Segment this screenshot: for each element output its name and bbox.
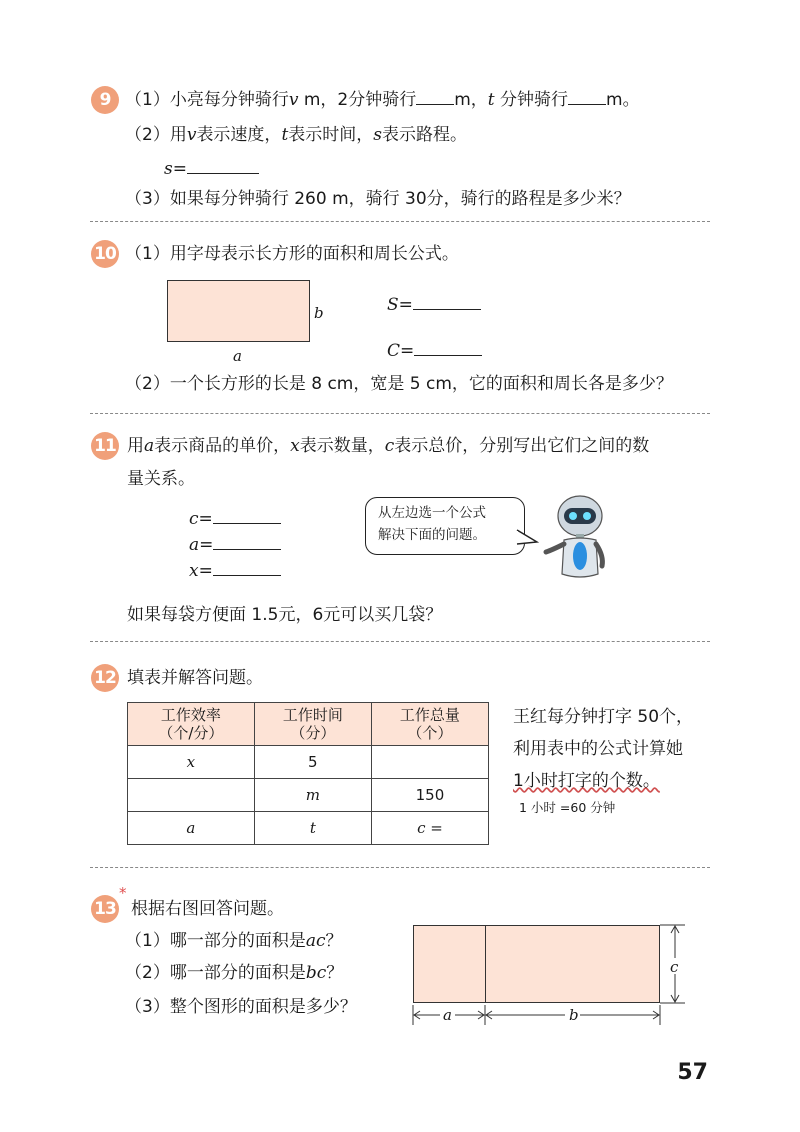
bubble-line-1: 从左边选一个公式 <box>378 505 486 521</box>
q10-label-a: a <box>233 347 242 365</box>
robot-speech-bubble <box>365 497 525 555</box>
question-11-badge: 11 <box>91 432 119 460</box>
q10-area-formula: S= <box>387 294 481 316</box>
q11-c-blank[interactable] <box>213 509 281 524</box>
table-cell: 5 <box>254 746 371 779</box>
q13-star: * <box>119 884 127 902</box>
table-row <box>128 746 489 779</box>
q13-part1: （1）哪一部分的面积是ac？ <box>125 931 343 951</box>
table-row <box>128 779 489 812</box>
divider-1 <box>90 221 710 222</box>
question-10-badge: 10 <box>91 240 119 268</box>
q13-part2: （2）哪一部分的面积是bc？ <box>125 963 344 983</box>
q10-part2: （2）一个长方形的长是 8 cm，宽是 5 cm，它的面积和周长各是多少？ <box>125 374 673 394</box>
table-cell-formula[interactable]: c = <box>371 812 488 845</box>
q12-side-line2: 利用表中的公式计算她 <box>513 739 683 759</box>
table-cell: a <box>128 812 255 845</box>
divider-4 <box>90 867 710 868</box>
q10-rectangle <box>167 280 310 342</box>
header-total: 工作总量 （个） <box>371 703 488 746</box>
q11-line2: 量关系。 <box>127 469 195 489</box>
q11-x-formula: x= <box>189 560 281 582</box>
bubble-tail-icon <box>515 528 539 552</box>
divider-2 <box>90 413 710 414</box>
q11-a-blank[interactable] <box>213 535 281 550</box>
divider-3 <box>90 641 710 642</box>
table-cell: m <box>254 779 371 812</box>
q10-label-b: b <box>314 304 324 322</box>
q9-part1: （1）小亮每分钟骑行v m，2分钟骑行 m，t 分钟骑行 m。 <box>125 90 640 110</box>
table-cell: 150 <box>371 779 488 812</box>
q9-part2: （2）用v表示速度，t表示时间，s表示路程。 <box>125 125 468 145</box>
q9-s-blank[interactable] <box>187 159 259 174</box>
q13-label-c: c <box>670 958 679 976</box>
table-row <box>128 812 489 845</box>
table-cell-empty[interactable] <box>128 779 255 812</box>
q11-question: 如果每袋方便面 1.5元，6元可以买几袋？ <box>127 605 443 625</box>
table-header-row <box>128 703 489 746</box>
q11-line1: 用a表示商品的单价，x表示数量，c表示总价，分别写出它们之间的数 <box>127 436 650 456</box>
question-13-badge: 13 <box>91 895 119 923</box>
question-12-badge: 12 <box>91 664 119 692</box>
q13-part3: （3）整个图形的面积是多少？ <box>125 997 357 1017</box>
q9-blank-2[interactable] <box>568 90 606 105</box>
header-time: 工作时间 （分） <box>254 703 371 746</box>
q9-part3: （3）如果每分钟骑行 260 m，骑行 30分，骑行的路程是多少米？ <box>125 189 631 209</box>
question-9-badge: 9 <box>91 86 119 114</box>
header-efficiency: 工作效率 （个/分） <box>128 703 255 746</box>
q13-title: 根据右图回答问题。 <box>131 899 284 919</box>
robot-icon <box>540 490 620 580</box>
q13-label-b: b <box>569 1006 579 1024</box>
q13-label-a: a <box>443 1006 452 1024</box>
work-table <box>127 702 489 845</box>
q10-perimeter-formula: C= <box>387 340 482 362</box>
table-cell-empty[interactable] <box>371 746 488 779</box>
q11-c-formula: c= <box>189 508 281 530</box>
bubble-line-2: 解决下面的问题。 <box>378 527 486 543</box>
q10-part1: （1）用字母表示长方形的面积和周长公式。 <box>125 244 459 264</box>
q12-side-line3: 1小时打字的个数。 <box>513 771 660 791</box>
q10-area-blank[interactable] <box>413 295 481 310</box>
q11-x-blank[interactable] <box>213 561 281 576</box>
q10-perimeter-blank[interactable] <box>414 341 482 356</box>
q12-note: 1 小时 =60 分钟 <box>519 800 616 815</box>
q9-blank-1[interactable] <box>416 90 454 105</box>
table-cell: t <box>254 812 371 845</box>
q12-title: 填表并解答问题。 <box>127 668 263 688</box>
q9-s-formula: s= <box>164 158 259 180</box>
q12-side-line1: 王红每分钟打字 50个， <box>513 707 694 727</box>
page-number: 57 <box>677 1060 708 1085</box>
table-cell: x <box>128 746 255 779</box>
q11-a-formula: a= <box>189 534 281 556</box>
